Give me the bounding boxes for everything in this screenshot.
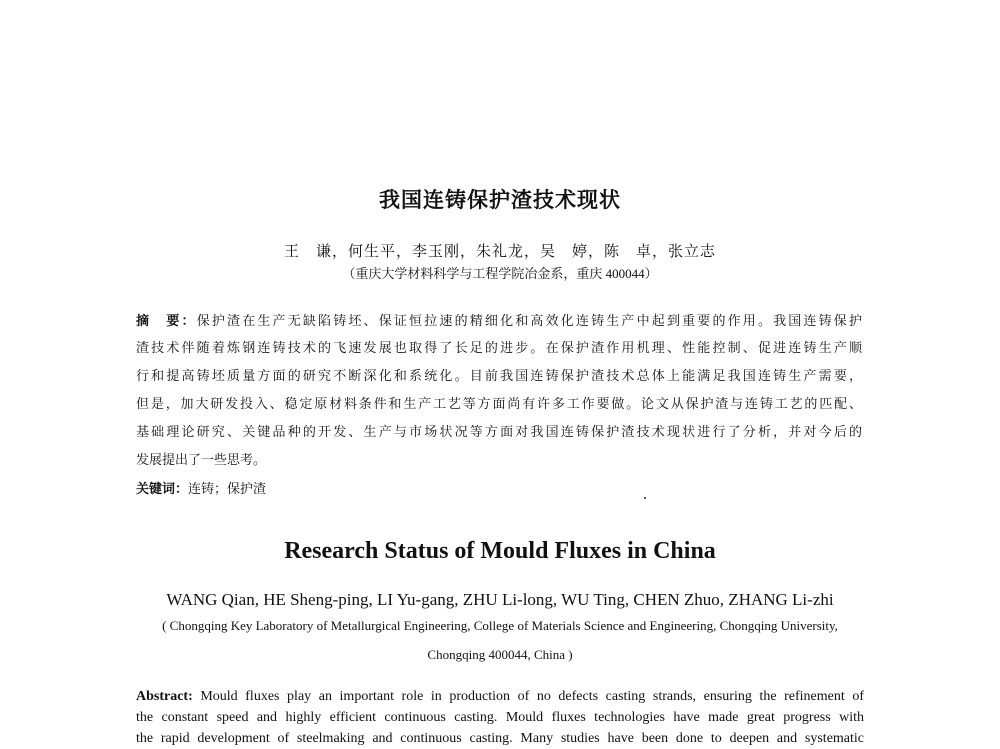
- keywords-label: 关键词：: [136, 481, 189, 496]
- chinese-abstract-line: 行和提高铸坯质量方面的研究不断深化和系统化。目前我国连铸保护渣技术总体上能满足我国连铸生产需要，: [136, 368, 862, 383]
- english-abstract-line: the rapid development of steelmaking and continuous casting. Many studies have been done to deepen and systematic: [136, 731, 864, 746]
- chinese-affiliation: （重庆大学材料科学与工程学院冶金系，重庆 400044）: [342, 266, 658, 281]
- chinese-abstract-line: 但是，加大研发投入、稳定原材料条件和生产工艺等方面尚有许多工作要做。论文从保护渣与连铸工艺的匹配、: [136, 396, 862, 411]
- english-affiliation-line1: ( Chongqing Key Laboratory of Metallurgical Engineering, College of Materials Science and Engineering, Chongqing University,: [162, 618, 838, 633]
- english-authors: WANG Qian, HE Sheng-ping, LI Yu-gang, ZHU Li-long, WU Ting, CHEN Zhuo, ZHANG Li-zhi: [166, 590, 834, 609]
- chinese-abstract-line: [136, 312, 862, 330]
- chinese-abstract-line: 发展提出了一些思考。: [136, 452, 267, 467]
- chinese-abstract-line: 基础理论研究、关键品种的开发、生产与市场状况等方面对我国连铸保护渣技术现状进行了分析，并对今后的: [136, 424, 862, 439]
- chinese-keywords: [136, 480, 862, 498]
- english-abstract-line: the constant speed and highly efficient continuous casting. Mould fluxes technologies have made great progress with: [136, 710, 864, 725]
- chinese-title: 我国连铸保护渣技术现状: [379, 188, 621, 212]
- english-affiliation-line2: Chongqing 400044, China ): [427, 647, 573, 662]
- english-abstract-label: Abstract:: [136, 689, 193, 704]
- english-title: Research Status of Mould Fluxes in China: [284, 538, 716, 564]
- chinese-abstract-line: 渣技术伴随着炼钢连铸技术的飞速发展也取得了长足的进步。在保护渣作用机理、性能控制、促进连铸生产顺: [136, 340, 862, 355]
- scan-speck: [644, 497, 646, 499]
- chinese-abstract-label: 摘 要：: [136, 313, 197, 328]
- abstract-text: 保护渣在生产无缺陷铸坯、保证恒拉速的精细化和高效化连铸生产中起到重要的作用。我国连铸保护: [196, 313, 862, 328]
- abstract-text: Mould fluxes play an important role in production of no defects casting strands, ensuring the refinement of: [192, 689, 864, 704]
- keywords-text: 连铸；保护渣: [188, 481, 267, 496]
- english-abstract-line: [136, 687, 864, 707]
- chinese-authors: 王 谦，何生平，李玉刚，朱礼龙，吴 婷，陈 卓，张立志: [283, 244, 716, 260]
